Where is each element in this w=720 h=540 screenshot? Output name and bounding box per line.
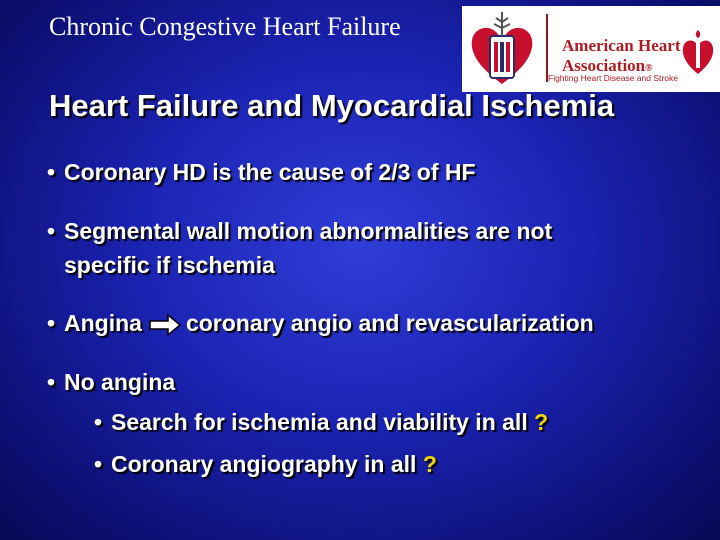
- bullet-coronary-hd: [47, 155, 476, 189]
- sub-bullet-ischemia-viability: [94, 405, 548, 439]
- bullet-text-revascularization: coronary angio and revascularization: [185, 310, 594, 336]
- bullet-dot: •: [47, 218, 56, 244]
- bullet-dot: •: [94, 451, 103, 477]
- sub-bullet-text: Coronary angiography in all: [111, 451, 417, 477]
- header-title: Chronic Congestive Heart Failure: [49, 12, 401, 41]
- bullet-text-line1: Segmental wall motion abnormalities are not: [64, 218, 553, 244]
- bullet-text: No angina: [64, 369, 176, 395]
- bullet-angina: [47, 306, 594, 340]
- sub-bullet-angiography: [94, 447, 437, 481]
- bullet-dot: •: [94, 409, 103, 435]
- bullet-text: Coronary HD is the cause of 2/3 of HF: [64, 159, 476, 185]
- bullet-dot: •: [47, 310, 56, 336]
- aha-name-line1: American Heart: [562, 36, 681, 55]
- question-mark: ?: [422, 451, 437, 477]
- bullet-text-angina: Angina: [64, 310, 142, 336]
- slide-title: Heart Failure and Myocardial Ischemia: [49, 88, 615, 123]
- bullet-dot: •: [47, 159, 56, 185]
- bullet-text-line2: specific if ischemia: [64, 252, 275, 278]
- aha-name-line2: Association®: [562, 56, 653, 75]
- bullet-segmental-wall: [47, 214, 552, 282]
- bullet-no-angina: [47, 365, 175, 399]
- aha-torch-heart-icon: [680, 28, 716, 78]
- right-arrow-icon: [148, 313, 182, 337]
- logo-divider: [546, 14, 548, 82]
- aha-seal-icon: [462, 6, 542, 92]
- aha-logo: [462, 6, 720, 92]
- bullet-dot: •: [47, 369, 56, 395]
- sub-bullet-text: Search for ischemia and viability in all: [111, 409, 528, 435]
- aha-tagline: Fighting Heart Disease and Stroke: [548, 73, 678, 83]
- question-mark: ?: [534, 409, 549, 435]
